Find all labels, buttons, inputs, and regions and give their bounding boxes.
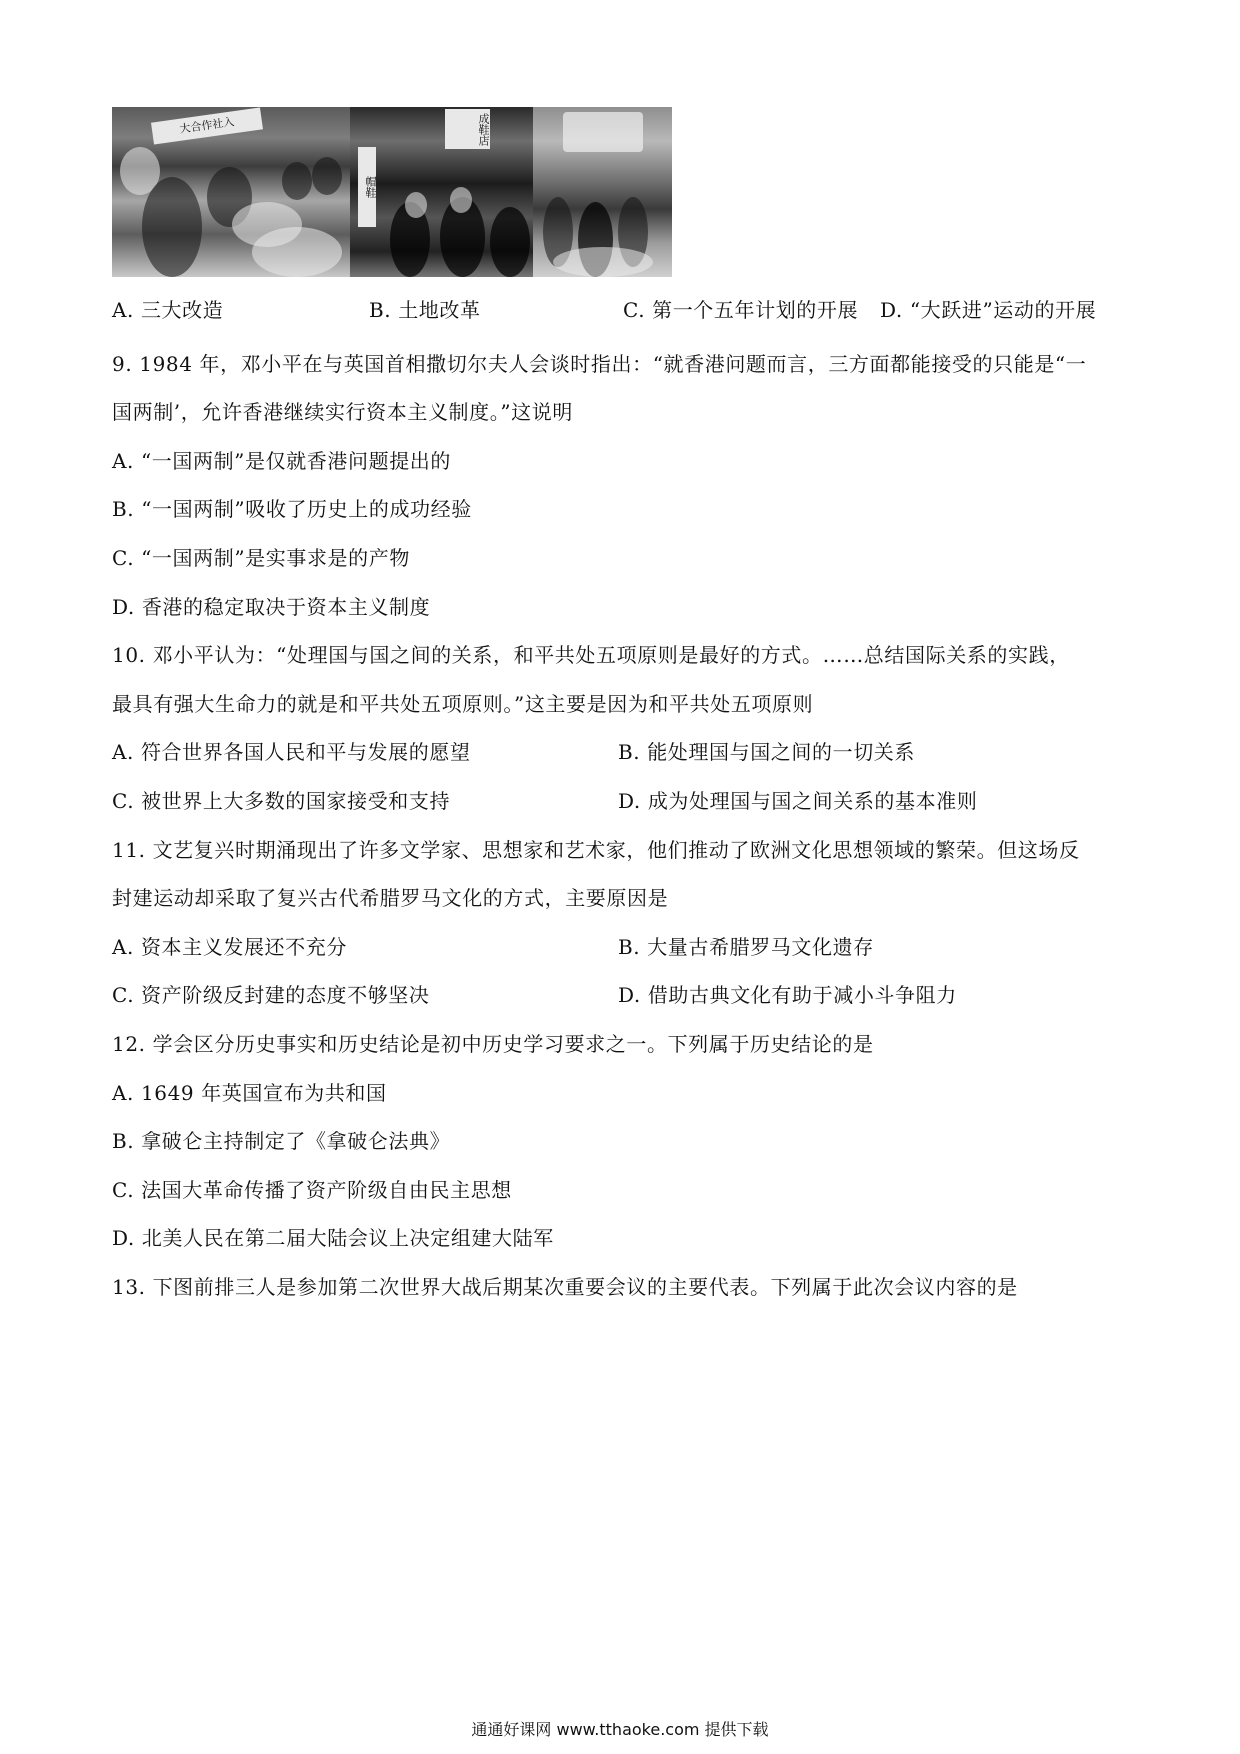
q8-photo-strip bbox=[112, 107, 672, 277]
q8-photo-procession bbox=[533, 107, 672, 277]
q10-stem-line-2: 最具有强大生命力的就是和平共处五项原则。”这主要是因为和平共处五项原则 bbox=[112, 692, 814, 716]
photo-sign: 成鞋店 bbox=[445, 109, 490, 149]
q11-option-d[interactable]: D. 借助古典文化有助于减小斗争阻力 bbox=[618, 983, 957, 1007]
q8-photo-cooperative-signup bbox=[112, 107, 350, 277]
q12-option-b[interactable]: B. 拿破仑主持制定了《拿破仑法典》 bbox=[112, 1129, 451, 1153]
q12-option-d[interactable]: D. 北美人民在第二届大陆会议上决定组建大陆军 bbox=[112, 1226, 554, 1250]
q12-stem: 12. 学会区分历史事实和历史结论是初中历史学习要求之一。下列属于历史结论的是 bbox=[112, 1032, 874, 1056]
q12-option-a[interactable]: A. 1649 年英国宣布为共和国 bbox=[112, 1081, 387, 1105]
q11-option-c[interactable]: C. 资产阶级反封建的态度不够坚决 bbox=[112, 983, 430, 1007]
q10-option-c[interactable]: C. 被世界上大多数的国家接受和支持 bbox=[112, 789, 451, 813]
q10-option-d[interactable]: D. 成为处理国与国之间关系的基本准则 bbox=[618, 789, 978, 813]
q8-photo-shop-ownership bbox=[350, 107, 533, 277]
footer-source: 通通好课网 www.tthaoke.com 提供下载 bbox=[471, 1720, 769, 1739]
q10-option-a[interactable]: A. 符合世界各国人民和平与发展的愿望 bbox=[112, 740, 471, 764]
q8-option-b[interactable]: B. 土地改革 bbox=[369, 298, 481, 322]
q8-option-c[interactable]: C. 第一个五年计划的开展 bbox=[623, 298, 859, 322]
q11-option-a[interactable]: A. 资本主义发展还不充分 bbox=[112, 935, 347, 959]
q9-stem-line-1: 9. 1984 年，邓小平在与英国首相撒切尔夫人会谈时指出：“就香港问题而言，三方面都能接受的只能是“一 bbox=[112, 352, 1087, 376]
q11-stem-line-2: 封建运动却采取了复兴古代希腊罗马文化的方式，主要原因是 bbox=[112, 886, 669, 910]
q9-option-c[interactable]: C. “一国两制”是实事求是的产物 bbox=[112, 546, 410, 570]
q9-stem-line-2: 国两制’，允许香港继续实行资本主义制度。”这说明 bbox=[112, 400, 573, 424]
q9-option-b[interactable]: B. “一国两制”吸收了历史上的成功经验 bbox=[112, 497, 472, 521]
q12-option-c[interactable]: C. 法国大革命传播了资产阶级自由民主思想 bbox=[112, 1178, 512, 1202]
q8-option-a[interactable]: A. 三大改造 bbox=[112, 298, 224, 322]
q9-option-a[interactable]: A. “一国两制”是仅就香港问题提出的 bbox=[112, 449, 452, 473]
q11-option-b[interactable]: B. 大量古希腊罗马文化遗存 bbox=[618, 935, 874, 959]
q9-option-d[interactable]: D. 香港的稳定取决于资本主义制度 bbox=[112, 595, 431, 619]
q10-option-b[interactable]: B. 能处理国与国之间的一切关系 bbox=[618, 740, 916, 764]
q10-stem-line-1: 10. 邓小平认为：“处理国与国之间的关系，和平共处五项原则是最好的方式。……总结国际关系的实践， bbox=[112, 643, 1070, 667]
q13-stem: 13. 下图前排三人是参加第二次世界大战后期某次重要会议的主要代表。下列属于此次会议内容的是 bbox=[112, 1275, 1018, 1299]
q8-option-d[interactable]: D. “大跃进”运动的开展 bbox=[880, 298, 1097, 322]
q11-stem-line-1: 11. 文艺复兴时期涌现出了许多文学家、思想家和艺术家，他们推动了欧洲文化思想领域的繁荣。但这场反 bbox=[112, 838, 1080, 862]
photo-sign: 大合作社入 bbox=[151, 107, 263, 144]
photo-sign: 帽鞋 bbox=[358, 147, 376, 227]
